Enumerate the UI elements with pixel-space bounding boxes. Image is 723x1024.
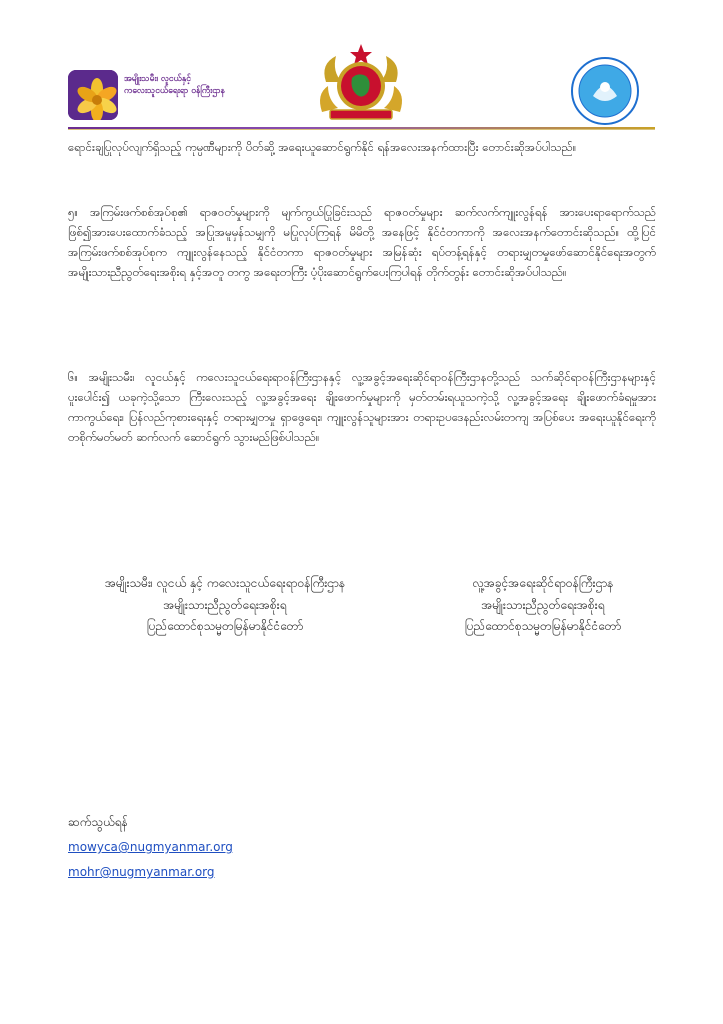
- email-link-mowyca[interactable]: mowyca@nugmyanmar.org: [68, 840, 233, 854]
- signature-line: ပြည်ထောင်စုသမ္မတမြန်မာနိုင်ငံတော်: [464, 619, 622, 633]
- ministry-name-text: အမျိုးသမီး၊ လူငယ်နှင့် ကလေးသူငယ်ရေးရာ ဝန်ကြီးဌာန: [124, 74, 225, 96]
- flower-logo-icon: [68, 70, 118, 120]
- letterhead: [0, 0, 723, 130]
- signature-line: ပြည်ထောင်စုသမ္မတမြန်မာနိုင်ငံတော်: [146, 619, 304, 633]
- signature-line: လူ့အခွင့်အရေးဆိုင်ရာဝန်ကြီးဌာန: [472, 576, 614, 590]
- header-divider: [68, 127, 655, 131]
- ministry-of-human-rights-seal-icon: [570, 56, 640, 126]
- signature-block-right: [418, 573, 668, 638]
- paragraph-5: ၅။ အကြမ်းဖက်စစ်အုပ်စု၏ ရာဇဝတ်မှုများကို မျက်ကွယ်ပြုခြင်းသည် ရာဇဝတ်မှုများ ဆက်လက်ကျူးလွန်ရန် အားပေးရာရောက်သည်ဖြစ်၍အားပေးထောက်ခံသည့် အပြုအမူမှန်သမျှကို မပြုလုပ်ကြရန် မိမိတို့ အနေဖြင့် နိုင်ငံတကာကို အလေးအနက်တောင်းဆိုသည်။ ထို့ပြင် အကြမ်းဖက်စစ်အုပ်စုက ကျူးလွန်နေသည့် နိုင်ငံတကာ ရာဇဝတ်မှုများ အမြန်ဆုံး ရပ်တန့်ရန်နှင့် တရားမျှတမှုဖော်ဆောင်နိုင်ရေးအတွက် အမျိုးသားညီညွတ်ရေးအစိုးရ နှင့်အတူ တကွ အရေးတကြီး ပံ့ပိုးဆောင်ရွက်ပေးကြပါရန် တိုက်တွန်း တောင်းဆိုအပ်ပါသည်။: [68, 205, 656, 279]
- signature-line: အမျိုးသမီး၊ လူငယ် နှင့် ကလေးသူငယ်ရေးရာဝန်ကြီးဌာန: [104, 576, 346, 590]
- email-link-mohr[interactable]: mohr@nugmyanmar.org: [68, 865, 215, 879]
- signature-line: အမျိုးသားညီညွတ်ရေးအစိုးရ: [163, 597, 287, 612]
- contact-label: ဆက်သွယ်ရန်: [68, 815, 128, 829]
- signature-block-left: [60, 573, 390, 638]
- paragraph-continuation: ရောင်းချပြုလုပ်လျက်ရှိသည့် ကုမ္ပဏီများကို ပိတ်ဆို့ အရေးယူဆောင်ရွက်နိုင် ရန်အလေးအနက်ထားပြီး တောင်းဆိုအပ်ပါသည်။: [68, 140, 577, 154]
- signature-line: အမျိုးသားညီညွတ်ရေးအစိုးရ: [481, 597, 605, 612]
- state-emblem-icon: [312, 42, 410, 124]
- contact-section: [68, 810, 233, 885]
- paragraph-6: ၆။ အမျိုးသမီး၊ လူငယ်နှင့် ကလေးသူငယ်ရေးရာဝန်ကြီးဌာနနှင့် လူ့အခွင့်အရေးဆိုင်ရာဝန်ကြီးဌာနတို့သည် သက်ဆိုင်ရာဝန်ကြီးဌာနများနှင့် ပူးပေါင်း၍ ယခုကဲ့သို့သော ကြီးလေးသည့် လူ့အခွင့်အရေး ချိုးဖောက်မှုများကို မှတ်တမ်းရယူသကဲ့သို့ လူ့အခွင့်အရေး ချိုးဖောက်ခံရမှုအား ကာကွယ်ရေး၊ ပြန်လည်ကုစားရေးနှင့် တရားမျှတမှု ရှာဖွေရေး၊ ကျူးလွန်သူများအား တရားဥပဒေနည်းလမ်းတကျ အပြစ်ပေး အရေးယူနိုင်ရေးကို တစိုက်မတ်မတ် ဆက်လက် ဆောင်ရွက် သွားမည်ဖြစ်ပါသည်။: [68, 370, 656, 444]
